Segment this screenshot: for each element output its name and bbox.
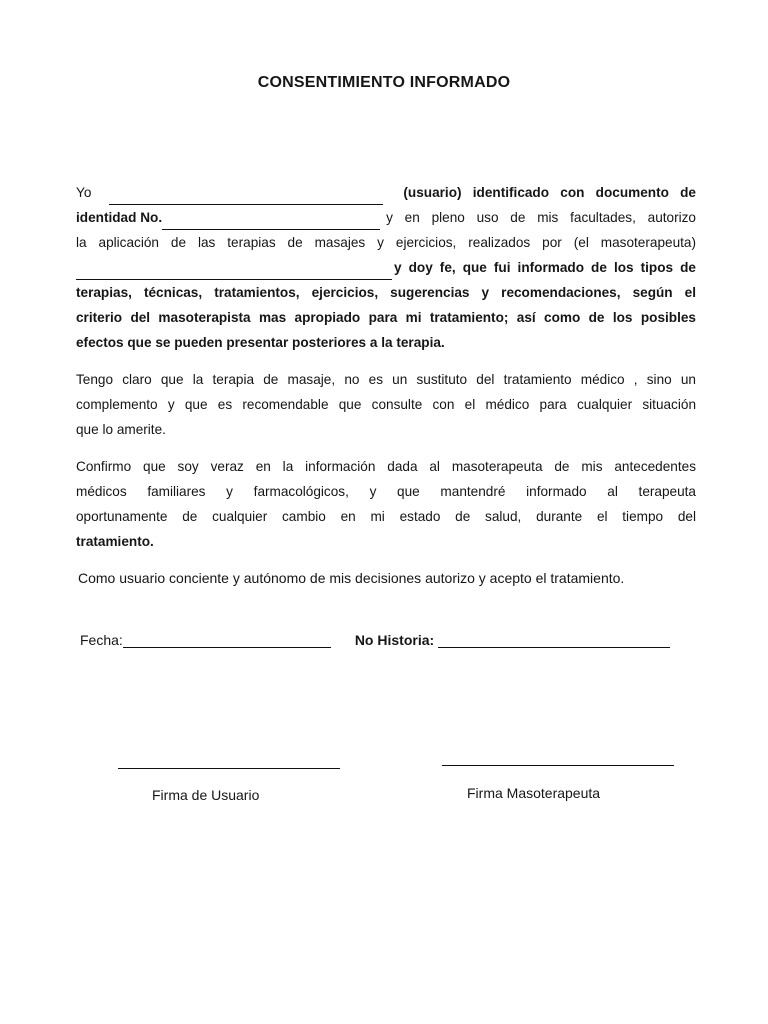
text-line: Como usuario conciente y autónomo de mis decisiones autorizo y acepto el tratamiento. <box>78 570 625 586</box>
line <box>76 205 696 230</box>
line <box>76 479 696 504</box>
text-line: la aplicación de las terapias de masajes y ejercicios, realizados por (el masoterapeuta) <box>76 235 696 250</box>
paragraph-authorization <box>76 180 696 355</box>
paragraph-veracity <box>76 454 696 554</box>
text-line: Confirmo que soy veraz en la información dada al masoterapeuta de mis antecedentes <box>76 459 696 474</box>
line <box>76 305 696 330</box>
document-body <box>76 180 696 591</box>
text-line: oportunamente de cualquier cambio en mi estado de salud, durante el tiempo del <box>76 509 696 524</box>
text-line: (usuario) identificado con documento de <box>403 185 696 200</box>
signature-line-usuario <box>118 768 340 769</box>
id-number-blank <box>162 215 380 230</box>
id-label: identidad No. <box>76 210 163 225</box>
text-line: terapias, técnicas, tratamientos, ejercicios, sugerencias y recomendaciones, según el <box>76 285 696 300</box>
line <box>76 255 696 280</box>
line <box>76 417 696 442</box>
line <box>76 566 696 591</box>
text-line: y en pleno uso de mis facultades, autorizo <box>386 210 696 225</box>
text-line: médicos familiares y farmacológicos, y que mantendré informado al terapeuta <box>76 484 696 499</box>
text-line: Tengo claro que la terapia de masaje, no es un sustituto del tratamiento médico , sino un <box>76 372 696 387</box>
line <box>76 529 696 554</box>
line <box>76 504 696 529</box>
historia-label: No Historia: <box>354 632 435 648</box>
line <box>76 454 696 479</box>
fecha-label: Fecha: <box>80 632 123 648</box>
firma-usuario-label: Firma de Usuario <box>152 787 260 803</box>
name-blank <box>109 190 383 205</box>
text-line: que lo amerite. <box>76 422 166 437</box>
masoterapeuta-name-blank <box>76 265 392 280</box>
firma-masoterapeuta-label: Firma Masoterapeuta <box>467 785 601 801</box>
text-line: complemento y que es recomendable que consulte con el médico para cualquier situación <box>76 397 696 412</box>
line <box>76 392 696 417</box>
paragraph-not-substitute <box>76 367 696 442</box>
text-line: criterio del masoterapista mas apropiado para mi tratamiento; así como de los posibles <box>76 310 696 325</box>
line <box>76 230 696 255</box>
historia-blank <box>438 633 670 648</box>
signature-line-masoterapeuta <box>442 765 674 766</box>
yo-label: Yo <box>76 185 92 200</box>
line <box>76 367 696 392</box>
text-line: tratamiento. <box>76 534 154 549</box>
line <box>76 180 696 205</box>
line <box>76 330 696 355</box>
text-line: efectos que se pueden presentar posteriores a la terapia. <box>76 335 445 350</box>
document-title: CONSENTIMIENTO INFORMADO <box>257 74 511 91</box>
line <box>76 280 696 305</box>
text-line: y doy fe, que fui informado de los tipos de <box>394 260 696 275</box>
fecha-blank <box>123 633 331 648</box>
paragraph-acceptance <box>76 566 696 591</box>
date-history-row <box>80 632 680 648</box>
